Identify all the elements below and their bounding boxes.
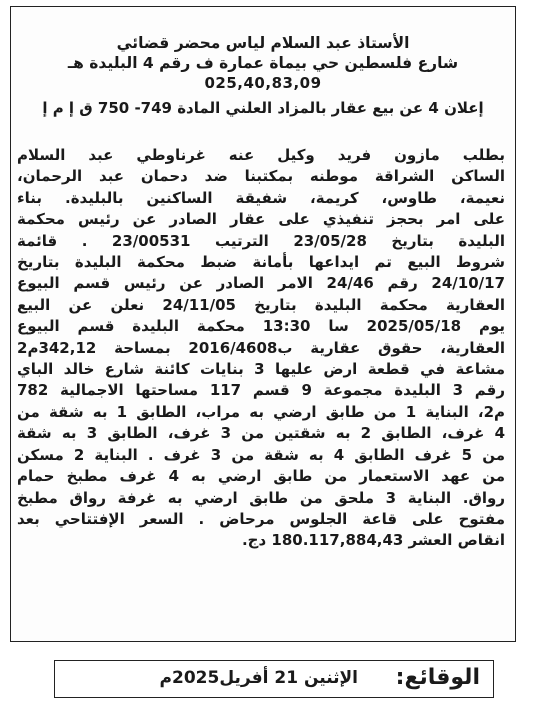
body-line: 4 غرف، الطابق 2 به شقتين من 3 غرف، الطابق 3 به شقة	[17, 424, 505, 443]
body-line: البليدة بتاريخ 23/05/28 الترتيب 23/00531 . قائمة	[17, 231, 505, 250]
newspaper-name: الوقائع:	[395, 665, 480, 690]
body-line: من 5 غرف الطابق 4 به شقة من 3 غرف . البناية 2 مسكن	[17, 445, 505, 464]
publication-footer	[62, 660, 486, 698]
bailiff-name: الأستاذ عبد السلام لياس محضر قضائي	[116, 34, 410, 52]
notice-title: إعلان 4 عن بيع عقار بالمزاد العلني المادة 749- 750 ق إ م إ	[42, 99, 484, 117]
body-line: يوم 2025/05/18 سا 13:30 محكمة البليدة قسم البيوع	[17, 317, 505, 336]
footer-bracket-left	[54, 660, 62, 698]
footer-bracket-right	[486, 660, 494, 698]
bailiff-phone: 025,40,83,09	[204, 74, 322, 92]
body-line: العقارية محكمة البليدة بتاريخ 24/11/05 نعلن عن البيع	[17, 295, 505, 314]
body-line: م2، البناية 1 من طابق ارضي به مراب، الطابق 1 به شقة من	[17, 402, 505, 421]
body-line: العقارية، حقوق عقارية ب2016/4608 بمساحة 342,12م2	[17, 338, 505, 357]
bailiff-header	[11, 33, 515, 93]
body-line: مفتوح على قاعة الجلوس مرحاض . السعر الإفتتاحي بعد	[17, 509, 505, 528]
notice-body	[17, 145, 505, 552]
newspaper-clipping	[10, 6, 516, 642]
body-line: من عهد الاستعمار من طابق ارضي به 4 غرف مطبخ حمام	[17, 467, 505, 486]
body-line: رواق. البناية 3 ملحق من طابق ارضي به غرفة رواق مطبخ	[17, 488, 505, 507]
body-line: نعيمة، طاوس، كريمة، شفيقة الساكنين بالبليدة. بناء	[17, 188, 505, 207]
body-line: انقاص العشر 180.117,884,43 دج.	[241, 531, 505, 550]
body-line: الساكن الشراقة موطنه بمكتبنا ضد دحمان عبد الرحمان،	[17, 167, 505, 186]
body-line: 24/10/17 رقم 24/46 الامر الصادر عن رئيس قسم البيوع	[17, 274, 505, 293]
body-line: بطلب مازون فريد وكيل عنه غرناوطي عبد السلام	[17, 146, 505, 164]
publication-date: الإثنين 21 أفريل2025م	[159, 668, 358, 688]
body-line: على امر بحجز تنفيذي على عقار الصادر عن رئيس محكمة	[17, 210, 505, 229]
body-line: مشاعة في قطعة ارض عليها 3 بنايات كائنة شارع خالد الباي	[17, 360, 505, 379]
bailiff-address: شارع فلسطين حي بيماة عمارة ف رقم 4 البليدة هـ	[67, 54, 459, 72]
body-line: رقم 3 البليدة مجموعة 9 قسم 117 مساحتها الاجمالية 782	[17, 381, 505, 400]
body-line: شروط البيع تم ايداعها بأمانة ضبط محكمة البليدة بتاريخ	[17, 253, 505, 272]
